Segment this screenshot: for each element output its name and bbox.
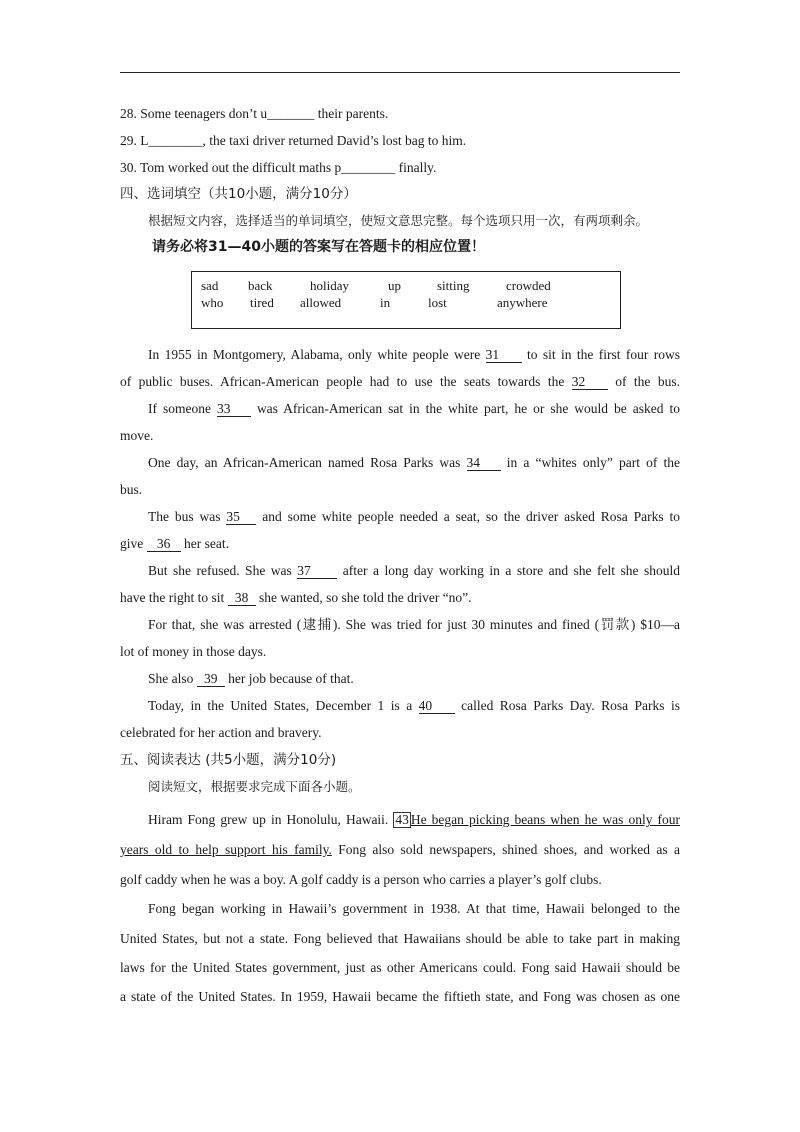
word-option: tired (250, 295, 274, 310)
question-text: their parents. (314, 106, 389, 121)
underlined-sentence: He began picking beans when he was only four (410, 812, 681, 827)
blank-40[interactable]: 40 (419, 699, 455, 714)
word-option: holiday (310, 278, 349, 293)
passage-line: One day, an African-American named Rosa Parks was 34 in a “whites only” part of the (148, 455, 680, 470)
passage-line: give 36 her seat. (120, 536, 229, 551)
question-text: , the taxi driver returned David’s lost bag to him. (202, 133, 467, 148)
passage-line: have the right to sit 38 she wanted, so she told the driver “no”. (120, 590, 472, 605)
passage-line: lot of money in those days. (120, 644, 267, 659)
question-28 (120, 105, 680, 123)
section-5-instruction: 阅读短文，根据要求完成下面各小题。 (148, 779, 361, 794)
question-text: finally. (395, 160, 437, 175)
answer-blank[interactable]: _______ (267, 106, 315, 121)
blank-38[interactable]: 38 (228, 591, 256, 606)
section-4-instruction: 根据短文内容，选择适当的单词填空，使短文意思完整。每个选项只用一次，有两项剩余。 (148, 213, 649, 228)
word-option: anywhere (497, 295, 548, 310)
section-4-notice: 请务必将31—40小题的答案写在答题卡的相应位置！ (152, 239, 485, 255)
question-30 (120, 159, 680, 177)
reading-line: United States, but not a state. Fong believed that Hawaiians should be able to take part in making (120, 931, 680, 946)
word-option: in (380, 295, 391, 310)
word-option: lost (428, 295, 447, 310)
word-option: sitting (437, 278, 470, 293)
passage-line: The bus was 35 and some white people needed a seat, so the driver asked Rosa Parks to (148, 509, 680, 524)
blank-32[interactable]: 32 (572, 375, 608, 390)
word-option: crowded (506, 278, 551, 293)
reading-line: laws for the United States government, just as other Americans could. Fong said Hawaii should be (120, 960, 680, 975)
blank-36[interactable]: 36 (147, 537, 181, 552)
answer-blank[interactable]: ________ (341, 160, 396, 175)
reading-line: years old to help support his family. Fong also sold newspapers, shined shoes, and worked as a (120, 842, 680, 857)
passage-line: celebrated for her action and bravery. (120, 725, 322, 740)
passage-line: Today, in the United States, December 1 is a 40 called Rosa Parks Day. Rosa Parks is (148, 698, 680, 713)
passage-line: of public buses. African-American people had to use the seats towards the 32 of the bus. (120, 374, 680, 389)
word-bank (191, 271, 621, 329)
passage-line: But she refused. She was 37 after a long day working in a store and she felt she should (148, 563, 680, 578)
reading-line: Fong began working in Hawaii’s government in 1938. At that time, Hawaii belonged to the (148, 901, 680, 916)
passage-line: bus. (120, 482, 143, 497)
question-text: 28. Some teenagers don’t u (120, 106, 268, 121)
question-text: 30. Tom worked out the difficult maths p (120, 160, 342, 175)
underlined-sentence: years old to help support his family. (120, 842, 332, 857)
passage-line: For that, she was arrested (逮捕). She was tried for just 30 minutes and fined (罚款) $10—a (148, 617, 680, 632)
blank-33[interactable]: 33 (217, 402, 251, 417)
blank-31[interactable]: 31 (486, 348, 522, 363)
question-29 (120, 132, 680, 150)
section-4-heading: 四、选词填空（共10小题，满分10分） (120, 186, 357, 202)
reading-line: golf caddy when he was a boy. A golf caddy is a person who carries a player’s golf clubs. (120, 872, 602, 887)
passage-line: In 1955 in Montgomery, Alabama, only white people were 31 to sit in the first four rows (148, 347, 680, 362)
word-bank-row-2 (192, 295, 620, 311)
passage-line: move. (120, 428, 154, 443)
header-rule (120, 72, 680, 73)
word-bank-row-1 (192, 278, 620, 294)
question-text: 29. L (120, 133, 149, 148)
word-option: sad (201, 278, 219, 293)
section-5-heading: 五、阅读表达 (共5小题，满分10分) (120, 752, 337, 768)
answer-blank[interactable]: ________ (148, 133, 203, 148)
word-option: who (201, 295, 224, 310)
word-option: allowed (300, 295, 342, 310)
blank-34[interactable]: 34 (467, 456, 501, 471)
blank-39[interactable]: 39 (197, 672, 225, 687)
passage-line: She also 39 her job because of that. (148, 671, 354, 686)
reading-line: a state of the United States. In 1959, Hawaii became the fiftieth state, and Fong was chosen as one (120, 989, 680, 1004)
word-option: back (248, 278, 273, 293)
reading-line: Hiram Fong grew up in Honolulu, Hawaii. 43 He began picking beans when he was only four (148, 812, 681, 827)
question-43-marker: 43 (395, 812, 409, 827)
word-option: up (388, 278, 401, 293)
passage-line: If someone 33 was African-American sat in the white part, he or she would be asked to (148, 401, 680, 416)
blank-37[interactable]: 37 (297, 564, 337, 579)
blank-35[interactable]: 35 (226, 510, 256, 525)
